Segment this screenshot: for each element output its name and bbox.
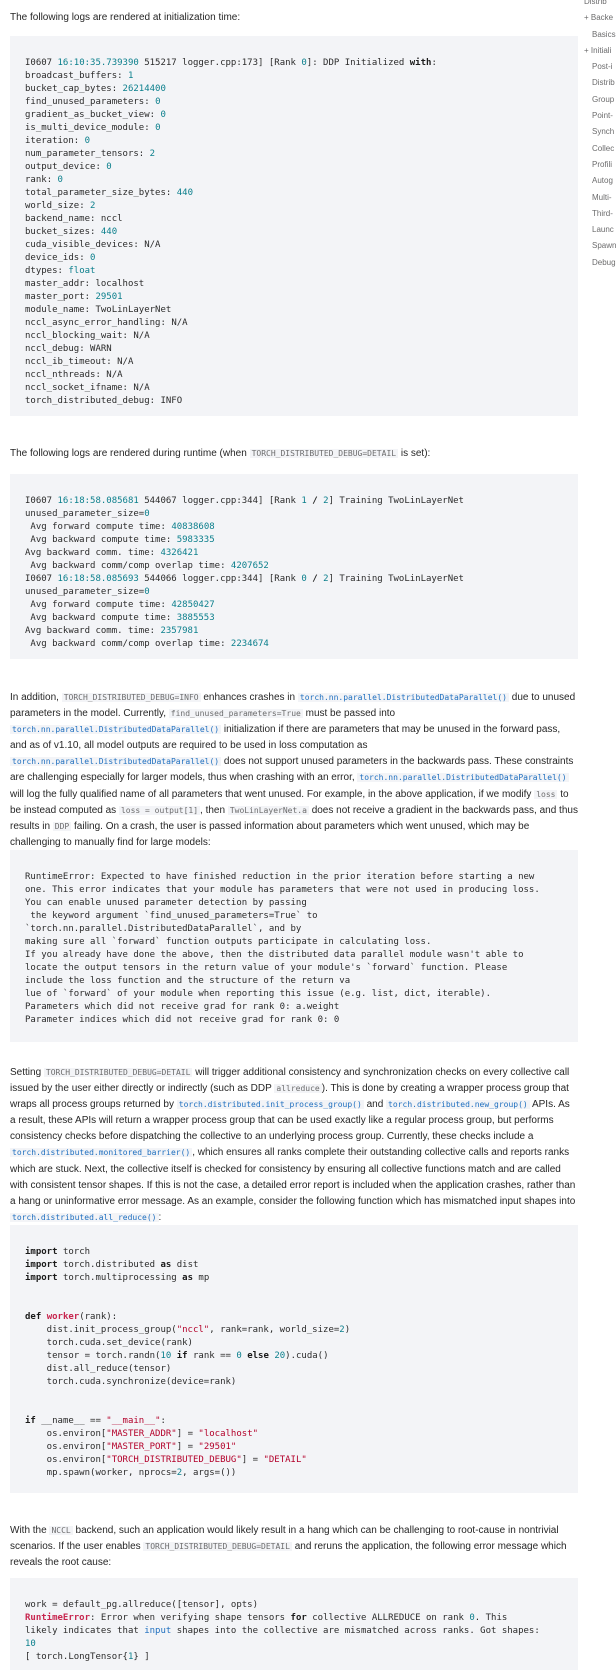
ddp-link[interactable]: torch.nn.parallel.DistributedDataParallel() [12, 757, 220, 767]
python-example-code: import torch import torch.distributed as dist import torch.multiprocessing as mp def worker(rank): dist.init_process_group("nccl", rank=rank, world_size=2) torch.cuda.set_device(rank) tensor = torch.randn(10 if rank == 0 else 20).cuda() dist.all_reduce(tensor) torch.cuda.synchronize(device=rank) if __name__ == "__main__": os.environ["MASTER_ADDR"] = "localhost" os.environ["MASTER_PORT"] = "29501" os.environ["TORCH_DISTRIBUTED_DEBUG"] = "DETAIL" mp.spawn(worker, nprocs=2, args=()) [25, 1247, 351, 1478]
sidebar-item[interactable]: + Backe [584, 13, 614, 23]
runtime-intro: The following logs are rendered during runtime (when TORCH_DISTRIBUTED_DEBUG=DETAIL is set): [10, 448, 431, 459]
ddp-link[interactable]: torch.nn.parallel.DistributedDataParallel() [359, 773, 567, 783]
runtime-log-block [10, 474, 578, 659]
monitored-barrier-link[interactable]: torch.distributed.monitored_barrier() [12, 1148, 191, 1158]
init-process-group-link[interactable]: torch.distributed.init_process_group() [178, 1100, 362, 1110]
unused-params-paragraph: In addition, TORCH_DISTRIBUTED_DEBUG=INFO enhances crashes in torch.nn.parallel.DistributedDataParallel() due to unused parameters in the model. Currently, find_unused_parameters=True must be passed into torch.nn.parallel.DistributedDataParallel() initialization if there are parameters that may be unused in the forward pass, and as of v1.10, all model outputs are required to be used in loss computation as torch.nn.parallel.DistributedDataParallel() does not support unused parameters in the backwards pass. These constraints are challenging especially for larger models, thus when crashing with an error, torch.nn.parallel.DistributedDataParallel() will log the fully qualified name of all parameters that went unused. For example, in the above application, if we modify loss to be instead computed as loss = output[1] , then TwoLinLayerNet.a does not receive a gradient in the backwards pass, and thus results in DDP failing. On a crash, the user is passed information about parameters which went unused, which may be challenging to manually find for large models: [10, 692, 578, 848]
ddp-link[interactable]: torch.nn.parallel.DistributedDataParallel() [299, 693, 507, 702]
unused-params-error-block [10, 850, 578, 1042]
sidebar-item[interactable]: Spawn [592, 241, 616, 251]
sidebar-nav [584, 0, 616, 271]
sidebar-item[interactable]: Third- [592, 208, 613, 218]
new-group-link[interactable]: torch.distributed.new_group() [388, 1100, 528, 1110]
sidebar-item[interactable]: Post-i [592, 62, 613, 72]
runtime-log-code: I0607 16:18:58.085681 544067 logger.cpp:344] [Rank 1 / 2] Training TwoLinLayerNet unused_parameter_size=0 Avg forward compute time: 40838608 Avg backward compute time: 5983335 Avg backward comm. time: 4326421 Avg backward comm/comp overlap time: 4207652 I0607 16:18:58.085693 544066 logger.cpp:344] [Rank 0 / 2] Training TwoLinLayerNet unused_parameter_size=0 Avg forward compute time: 42850427 Avg backward compute time: 3885553 Avg backward comm. time: 2357981 Avg backward comm/comp overlap time: 2234674 [25, 496, 464, 649]
python-example-block [10, 1225, 578, 1493]
sidebar-item[interactable]: Basics [592, 29, 616, 39]
sidebar-item[interactable]: Collec [592, 143, 615, 153]
sidebar-item[interactable]: Autog [592, 176, 613, 186]
all-reduce-link[interactable]: torch.distributed.all_reduce() [12, 1212, 157, 1222]
sidebar-item[interactable]: Launc [592, 225, 614, 235]
nccl-paragraph: With the NCCL backend, such an application would likely result in a hang which can be challenging to root-cause in nontrivial scenarios. If the user enables TORCH_DISTRIBUTED_DEBUG=DETAIL and reruns the application, the following error message which reveals the root cause: [10, 1525, 567, 1569]
sidebar-item[interactable]: Profili [592, 159, 613, 169]
sidebar-item[interactable]: + Initiali [584, 45, 612, 55]
init-intro: The following logs are rendered at initialization time: [10, 12, 241, 23]
sidebar-item[interactable]: Debug [592, 257, 616, 267]
error-text: RuntimeError: Expected to have finished reduction in the prior iteration before starting a new one. This error indicates that your module has parameters that were not used in producing loss. You can enable unused parameter detection by passing the keyword argument `find_unused_parameters=True` to `torch.nn.parallel.DistributedDataParallel`, and by making sure all `forward` function outputs participate in calculating loss. If you already have done the above, then the distributed data parallel module wasn't able to locate the output tensors in the return value of your module's `forward` function. Please include the loss function and the structure of the return va lue of `forward` of your module when reporting this issue (e.g. list, dict, iterable). Parameters which did not receive grad for rank 0: a.weight Parameter indices which did not receive grad for rank 0: 0 [25, 872, 540, 1025]
shape-mismatch-error-code: work = default_pg.allreduce([tensor], opts) RuntimeError: Error when verifying shape tensors for collective ALLREDUCE on rank 0. This likely indicates that input shapes into the collective are mismatched across ranks. Got shapes: 10 [ torch.LongTensor{1} ] [25, 1600, 540, 1662]
shape-mismatch-error-block [10, 1578, 578, 1670]
sidebar-item[interactable]: Synch [592, 127, 615, 137]
sidebar-item[interactable]: Distrib [592, 78, 615, 88]
ddp-link[interactable]: torch.nn.parallel.DistributedDataParallel() [12, 725, 220, 735]
detail-debug-paragraph: Setting TORCH_DISTRIBUTED_DEBUG=DETAIL will trigger additional consistency and synchronization checks on every collective call issued by the user either directly or indirectly (such as DDP allreduce ). This is done by creating a wrapper process group that wraps all process groups returned by torch.distributed.init_process_group() and torch.distributed.new_group() APIs. As a result, these APIs will return a wrapper process group that can be used exactly like a regular process group, but performs consistency checks before dispatching the collective to an underlying process group. Currently, these checks include a torch.distributed.monitored_barrier() , which ensures all ranks complete their outstanding collective calls and reports ranks which are stuck. Next, the collective itself is checked for consistency by ensuring all collective functions match and are called with consistent tensor shapes. If this is not the case, a detailed error report is included when the application crashes, rather than a hang or uninformative error message. As an example, consider the following function which has mismatched input shapes into torch.distributed.all_reduce() : [10, 1067, 576, 1223]
sidebar-item[interactable]: Point- [592, 111, 613, 121]
sidebar-item[interactable]: Group [592, 94, 615, 104]
sidebar-item[interactable]: Multi- [592, 192, 612, 202]
init-log-code: I0607 16:10:35.739390 515217 logger.cpp:173] [Rank 0]: DDP Initialized with: broadcast_buffers: 1 bucket_cap_bytes: 26214400 find_unused_parameters: 0 gradient_as_bucket_view: 0 is_multi_device_module: 0 iteration: 0 num_parameter_tensors: 2 output_device: 0 rank: 0 total_parameter_size_bytes: 440 world_size: 2 backend_name: nccl bucket_sizes: 440 cuda_visible_devices: N/A device_ids: 0 dtypes: float master_addr: localhost master_port: 29501 module_name: TwoLinLayerNet nccl_async_error_handling: N/A nccl_blocking_wait: N/A nccl_debug: WARN nccl_ib_timeout: N/A nccl_nthreads: N/A nccl_socket_ifname: N/A torch_distributed_debug: INFO [25, 58, 437, 406]
sidebar-item[interactable]: Distrib [584, 0, 607, 6]
init-log-block [10, 36, 578, 416]
